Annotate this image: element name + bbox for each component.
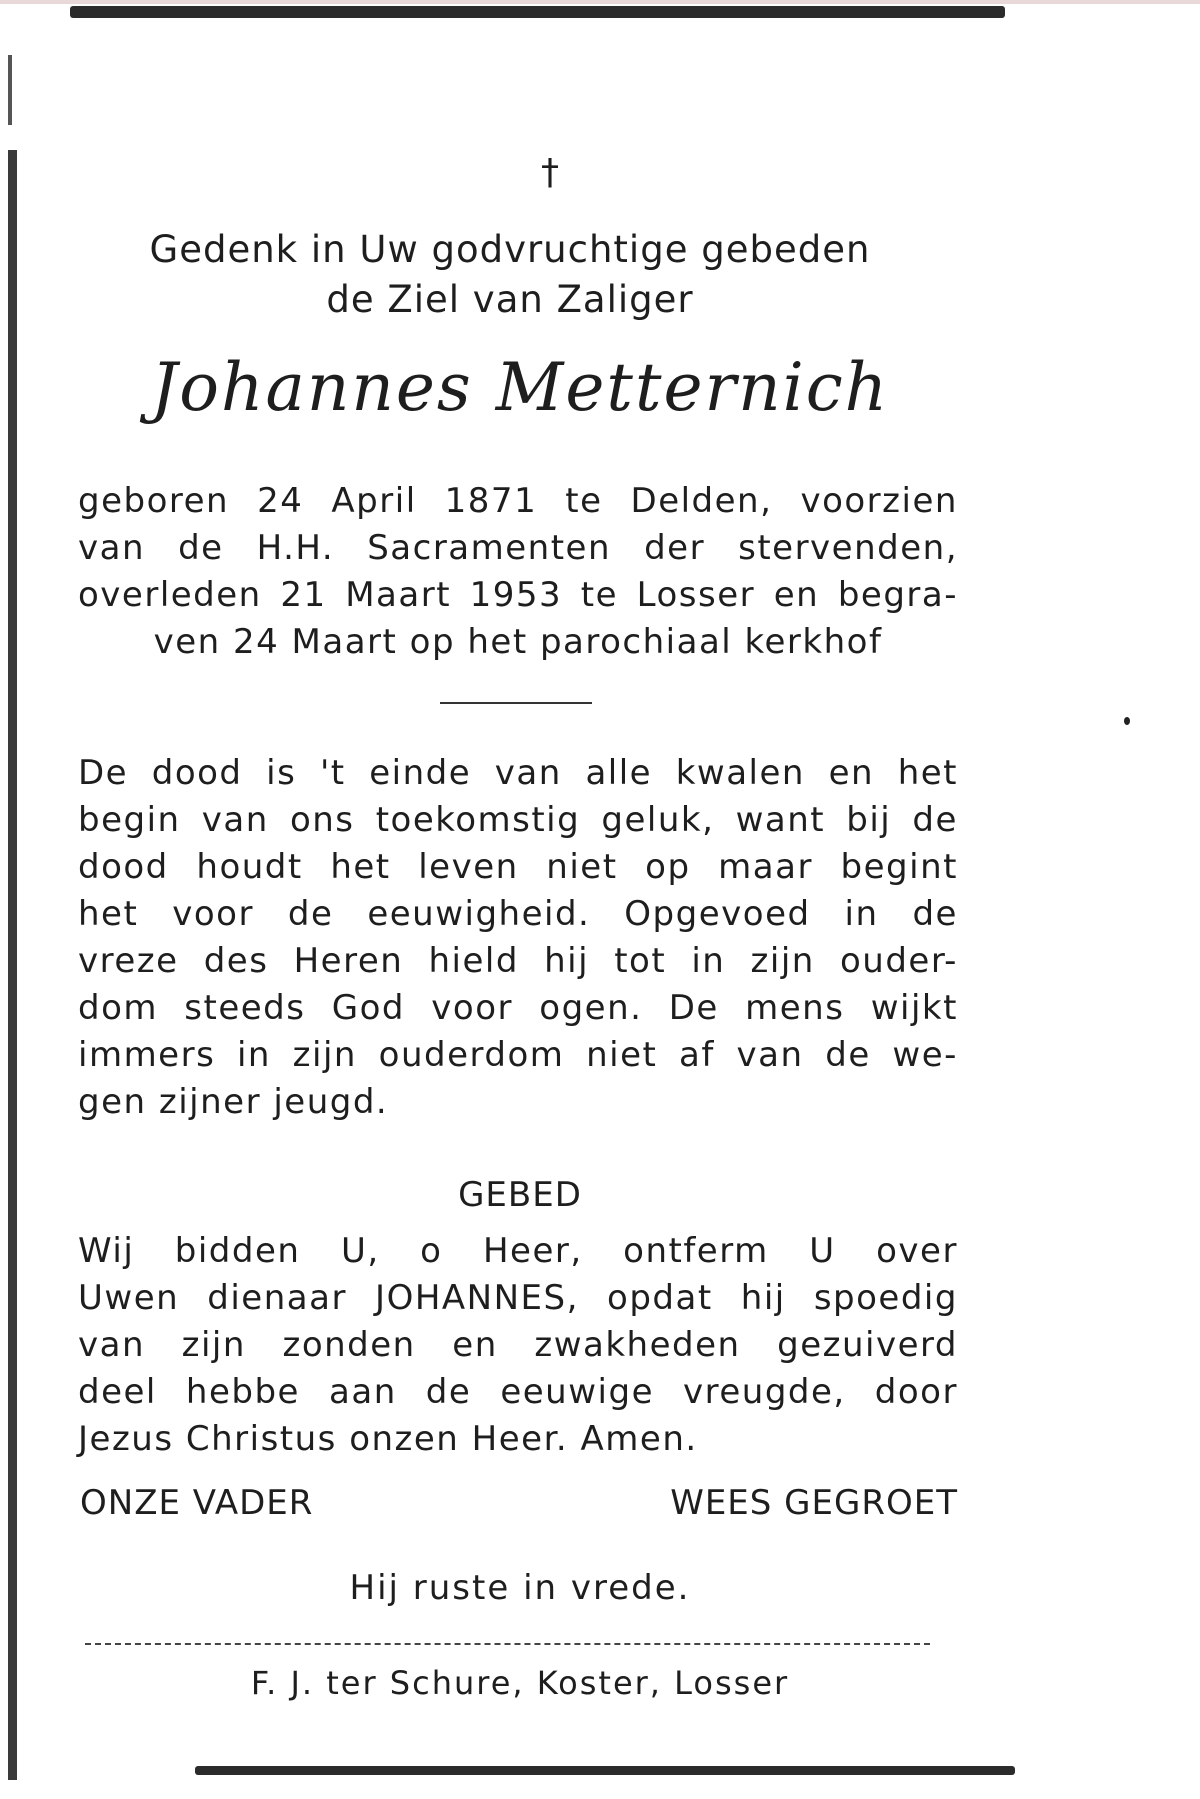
wees-gegroet-label: WEES GEGROET xyxy=(670,1483,958,1523)
text-line xyxy=(78,1322,958,1369)
word: het xyxy=(897,753,958,793)
word: vreze xyxy=(78,941,179,981)
word: o xyxy=(420,1231,443,1271)
word: over xyxy=(876,1231,958,1271)
printer-credit: F. J. ter Schure, Koster, Losser xyxy=(250,1664,790,1702)
text-line xyxy=(78,1369,958,1416)
word: in xyxy=(691,941,726,981)
bio-line xyxy=(78,478,958,525)
word: de xyxy=(825,1035,871,1075)
specks xyxy=(1124,717,1130,725)
word: ogen. xyxy=(539,988,643,1028)
word: toekomstig xyxy=(375,800,581,840)
word: De xyxy=(78,753,129,793)
word: ons xyxy=(289,800,355,840)
word: de xyxy=(912,800,958,840)
word: de xyxy=(425,1372,472,1412)
word: Heer, xyxy=(482,1231,583,1271)
cross-icon: † xyxy=(541,152,559,193)
bio-word: geboren xyxy=(78,481,230,521)
word: de xyxy=(287,894,334,934)
word: hij xyxy=(740,1278,786,1318)
word: af xyxy=(679,1035,715,1075)
prayer-text xyxy=(78,1228,958,1463)
word: tot xyxy=(614,941,667,981)
word: 't xyxy=(319,753,346,793)
bio-word: te xyxy=(580,575,619,615)
word: van xyxy=(736,1035,804,1075)
word: zijn xyxy=(750,941,815,981)
word: des xyxy=(203,941,269,981)
bio-word: overleden xyxy=(78,575,262,615)
word: hebbe xyxy=(185,1372,300,1412)
bio-word: Sacramenten xyxy=(367,528,612,568)
word: God xyxy=(331,988,405,1028)
text-line xyxy=(78,844,958,891)
text-line xyxy=(78,1275,958,1322)
left-border-tick xyxy=(8,55,12,125)
bio-line xyxy=(78,572,958,619)
word: ouderdom xyxy=(378,1035,565,1075)
intro-line: de Ziel van Zaliger xyxy=(326,278,694,321)
word: van xyxy=(494,753,562,793)
closing-prayers xyxy=(80,1478,958,1528)
word: dienaar xyxy=(207,1278,347,1318)
word: hield xyxy=(428,941,519,981)
word: vreugde, xyxy=(683,1372,846,1412)
word: voor xyxy=(431,988,513,1028)
word: zwakheden xyxy=(534,1325,741,1365)
bio-word: te xyxy=(565,481,603,521)
bio-word: en xyxy=(773,575,820,615)
word: dood xyxy=(151,753,243,793)
bio-word: van xyxy=(78,528,146,568)
word: in xyxy=(236,1035,271,1075)
word: maar xyxy=(718,847,813,887)
word: het xyxy=(78,894,139,934)
word: begin xyxy=(78,800,181,840)
word: JOHANNES, xyxy=(375,1278,579,1318)
word: voor xyxy=(172,894,254,934)
bio-word: voorzien xyxy=(800,481,958,521)
text-line xyxy=(78,1228,958,1275)
bio-last-line: ven 24 Maart op het parochiaal kerkhof xyxy=(153,622,883,662)
word: kwalen xyxy=(675,753,805,793)
word: gezuiverd xyxy=(777,1325,958,1365)
top-border-bar xyxy=(70,6,1005,18)
word: bij xyxy=(846,800,892,840)
word: we- xyxy=(892,1035,958,1075)
card-top-edge xyxy=(0,0,1200,4)
text-line xyxy=(78,891,958,938)
onze-vader-label: ONZE VADER xyxy=(80,1483,314,1523)
word: alle xyxy=(585,753,653,793)
word: niet xyxy=(586,1035,658,1075)
text-line xyxy=(78,1416,958,1463)
deceased-name: Johannes Metternich xyxy=(150,349,890,426)
word: mens xyxy=(745,988,845,1028)
word: ontferm xyxy=(623,1231,769,1271)
word: de xyxy=(912,894,958,934)
bio-word: der xyxy=(644,528,706,568)
word: ouder- xyxy=(840,941,958,981)
prayer-heading: GEBED xyxy=(458,1175,582,1215)
word: Wij xyxy=(78,1231,135,1271)
bio-word: stervenden, xyxy=(738,528,958,568)
word: aan xyxy=(329,1372,397,1412)
bio-word: 1871 xyxy=(444,481,538,521)
word: deel xyxy=(78,1372,157,1412)
bio-word: H.H. xyxy=(256,528,335,568)
word: in xyxy=(844,894,879,934)
word: opdat xyxy=(607,1278,713,1318)
text-line xyxy=(78,938,958,985)
word: spoedig xyxy=(813,1278,958,1318)
left-border-bar xyxy=(8,150,17,1780)
text-line xyxy=(78,985,958,1032)
word: het xyxy=(330,847,391,887)
bio-word: Delden, xyxy=(630,481,773,521)
word: van xyxy=(78,1325,146,1365)
word: en xyxy=(828,753,875,793)
word: eeuwigheid. xyxy=(367,894,591,934)
bio-line xyxy=(78,525,958,572)
bio-word: 21 xyxy=(280,575,327,615)
word: niet xyxy=(546,847,618,887)
word: zijn xyxy=(181,1325,246,1365)
word: Heren xyxy=(293,941,404,981)
word: want xyxy=(735,800,826,840)
bottom-border-bar xyxy=(195,1766,1015,1775)
bio-word: 24 xyxy=(257,481,304,521)
word: steeds xyxy=(184,988,306,1028)
text-line xyxy=(78,797,958,844)
bio-word: 1953 xyxy=(469,575,563,615)
word: einde xyxy=(369,753,472,793)
word: zonden xyxy=(282,1325,416,1365)
biography xyxy=(78,478,958,666)
word: eeuwige xyxy=(500,1372,654,1412)
word: U, xyxy=(340,1231,380,1271)
meditation-text xyxy=(78,750,958,1126)
bio-word: April xyxy=(331,481,417,521)
word: op xyxy=(645,847,691,887)
text-line xyxy=(78,1032,958,1079)
word: Uwen xyxy=(78,1278,180,1318)
intro-text xyxy=(110,225,910,325)
bio-word: de xyxy=(178,528,224,568)
word: dom xyxy=(78,988,159,1028)
word: geluk, xyxy=(601,800,715,840)
bio-word: begra- xyxy=(837,575,958,615)
word: bidden xyxy=(174,1231,301,1271)
word: en xyxy=(452,1325,498,1365)
rest-in-peace: Hij ruste in vrede. xyxy=(349,1568,691,1608)
word: dood xyxy=(78,847,169,887)
bio-word: Maart xyxy=(345,575,452,615)
word: immers xyxy=(78,1035,216,1075)
word: van xyxy=(201,800,269,840)
word: gen zijner jeugd. xyxy=(78,1082,389,1122)
text-line xyxy=(78,1079,958,1126)
word: is xyxy=(266,753,297,793)
text-line xyxy=(78,750,958,797)
divider-short xyxy=(440,702,592,704)
bio-line xyxy=(78,619,958,666)
bio-word: Losser xyxy=(636,575,756,615)
divider-long xyxy=(85,1643,930,1645)
word: hij xyxy=(544,941,590,981)
word: houdt xyxy=(196,847,303,887)
word: Jezus Christus onzen Heer. Amen. xyxy=(78,1419,698,1459)
word: zijn xyxy=(292,1035,357,1075)
word: door xyxy=(874,1372,958,1412)
word: Opgevoed xyxy=(624,894,811,934)
intro-line: Gedenk in Uw godvruchtige gebeden xyxy=(149,228,871,271)
word: De xyxy=(668,988,719,1028)
word: leven xyxy=(418,847,519,887)
word: wijkt xyxy=(870,988,958,1028)
word: begint xyxy=(840,847,958,887)
word: U xyxy=(809,1231,836,1271)
